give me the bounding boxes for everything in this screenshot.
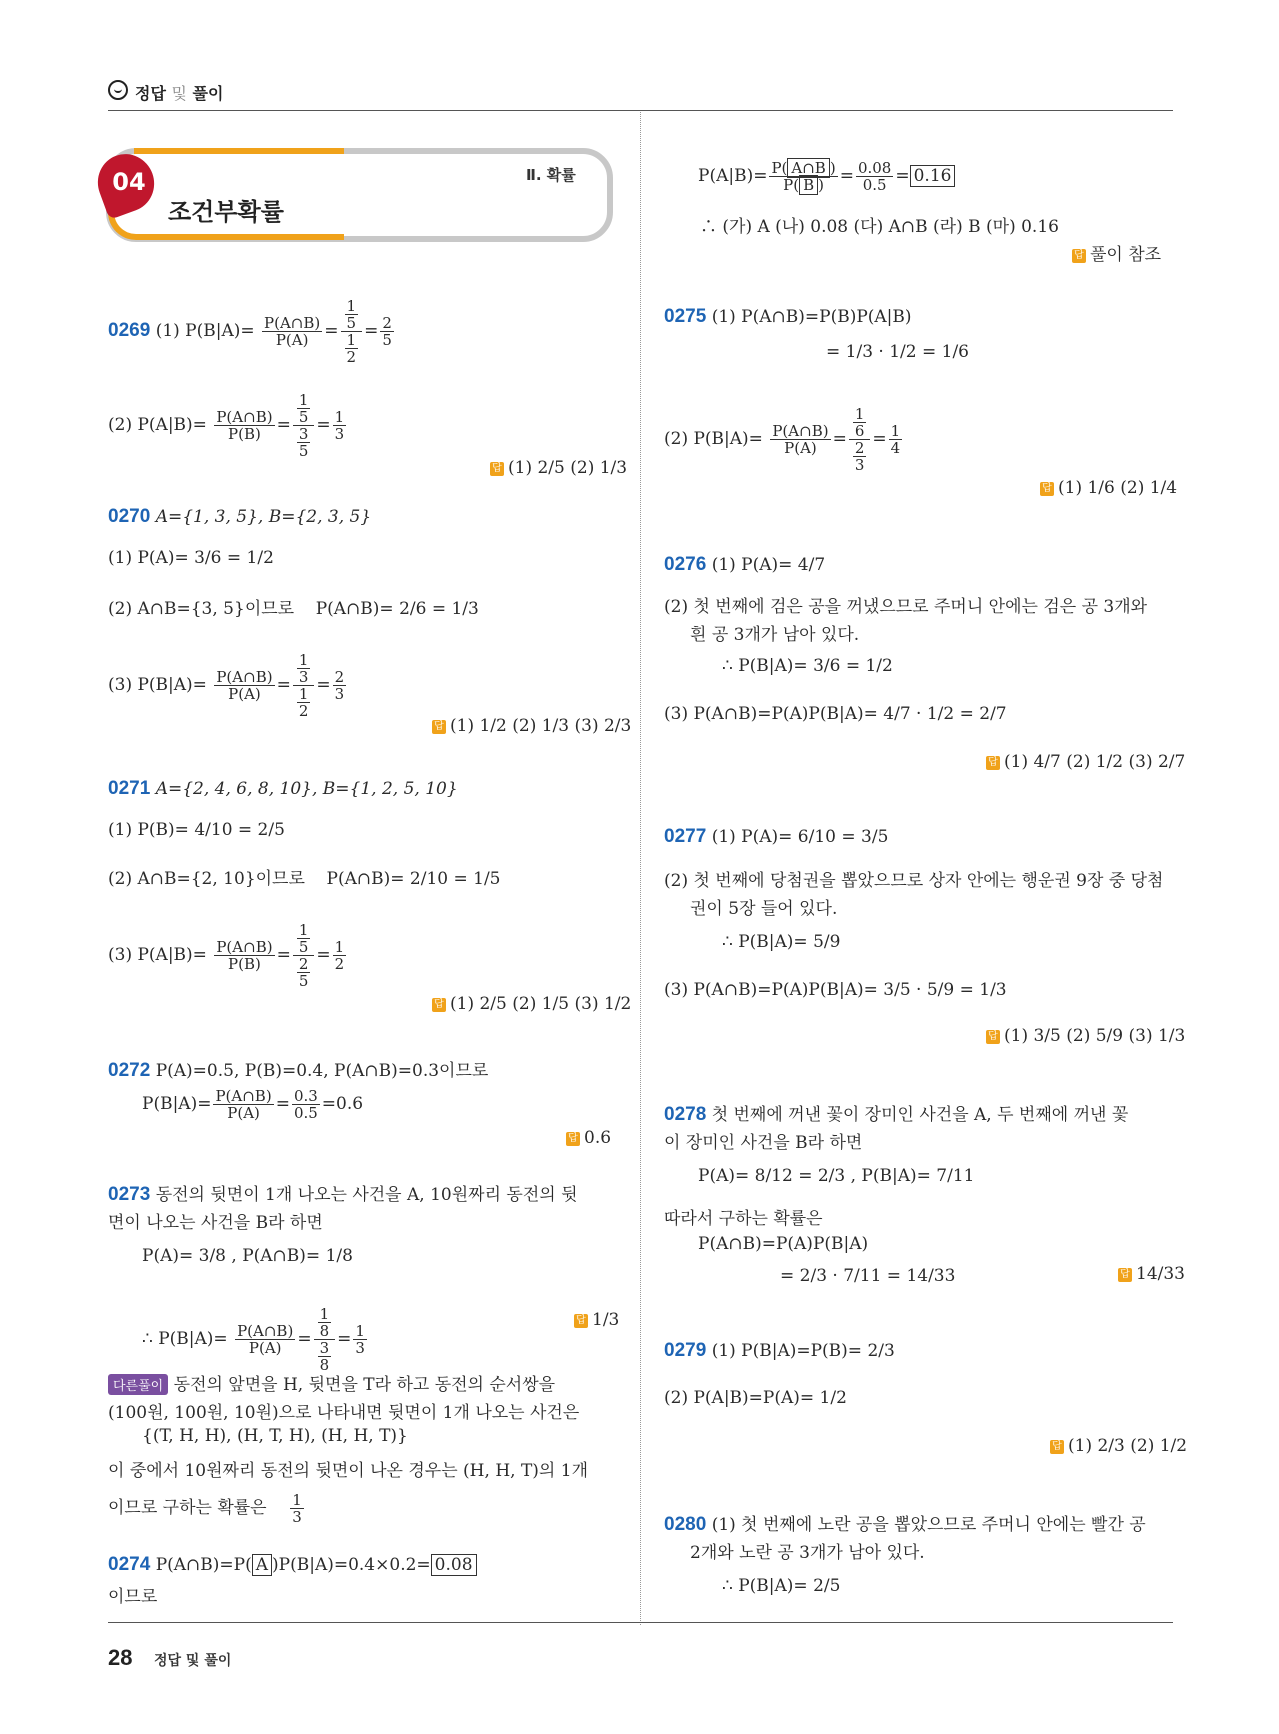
problem-text: 면이 나오는 사건을 B라 하면 bbox=[108, 1213, 323, 1233]
problem-text: P(B|A)= bbox=[142, 1094, 212, 1114]
answer-icon: 답 bbox=[986, 1030, 1000, 1044]
page-footer bbox=[108, 1622, 1173, 1670]
problem-0279-line1 bbox=[664, 1340, 895, 1362]
problem-text: ∴ P(B|A)= bbox=[142, 1329, 228, 1349]
problem-0278-line1 bbox=[664, 1100, 1128, 1126]
problem-text: (1) P(A∩B)=P(B)P(A|B) bbox=[711, 307, 912, 327]
problem-0274-cont-line2 bbox=[700, 212, 1059, 237]
page-header bbox=[108, 76, 1173, 111]
answer-icon: 답 bbox=[432, 720, 446, 734]
fraction: $\frac{P(A\cap B)}{P(A)}$ bbox=[215, 1087, 272, 1122]
problem-0271-line1 bbox=[108, 778, 458, 800]
problem-text: ∴ P(B|A)= 5/9 bbox=[722, 932, 841, 952]
answer-icon: 답 bbox=[1050, 1440, 1064, 1454]
problem-text: P(A)= 3/8 , P(A∩B)= 1/8 bbox=[142, 1246, 353, 1266]
problem-number: 0278 bbox=[664, 1104, 707, 1125]
answer-icon: 답 bbox=[1072, 249, 1086, 263]
problem-text: (1) P(A)= 6/10 = 3/5 bbox=[711, 827, 889, 847]
problem-text: 첫 번째에 꺼낸 꽃이 장미인 사건을 A, 두 번째에 꺼낸 꽃 bbox=[711, 1105, 1129, 1125]
answer-text: (1) 2/5 (2) 1/5 (3) 1/2 bbox=[450, 994, 632, 1014]
answer-text: (1) 1/6 (2) 1/4 bbox=[1058, 478, 1178, 498]
problem-text: 이므로 구하는 확률은 bbox=[108, 1498, 267, 1518]
problem-text: (2) A∩B={3, 5}이므로 bbox=[108, 599, 295, 619]
section-label: Ⅱ. 확률 bbox=[526, 166, 576, 184]
problem-0270-line4: (3) P(B|A)= $\frac{P(A\cap B)}{P(A)}$ = $\frac{\frac{1}{3}}{\frac{1}{2}}$ = $\frac{2}{3}$ bbox=[108, 651, 345, 720]
problem-0270-line2 bbox=[108, 548, 274, 568]
answer-text: 14/33 bbox=[1136, 1264, 1185, 1284]
fraction: $\frac{P(A\cap B)}{P(A)}$ bbox=[264, 314, 321, 349]
problem-text: (3) P(A∩B)=P(A)P(B|A)= 3/5 · 5/9 = 1/3 bbox=[664, 980, 1007, 1000]
problem-text: (1) P(A)= 3/6 = 1/2 bbox=[108, 548, 274, 568]
fraction: $\frac{P(A\cap B)}{P(A)}$ bbox=[772, 422, 829, 457]
problem-text: P(A∩B)=P( bbox=[155, 1555, 252, 1575]
problem-0277-line1 bbox=[664, 826, 888, 848]
answer-0277 bbox=[986, 1026, 1185, 1046]
problem-text: 이 장미인 사건을 B라 하면 bbox=[664, 1133, 863, 1153]
alt-solution-line5 bbox=[108, 1492, 306, 1525]
problem-text: (1) P(B)= 4/10 = 2/5 bbox=[108, 820, 285, 840]
problem-text: = 1/3 · 1/2 = 1/6 bbox=[826, 342, 969, 362]
problem-0278-line2 bbox=[664, 1128, 862, 1153]
problem-0277-line2 bbox=[664, 866, 1163, 891]
page-number: 28 bbox=[108, 1645, 133, 1670]
fraction: $\frac{1}{2}$ bbox=[334, 938, 345, 973]
problem-text: (1) P(B|A)= bbox=[155, 321, 255, 341]
problem-number: 0280 bbox=[664, 1514, 707, 1535]
problem-text: 권이 5장 들어 있다. bbox=[690, 899, 838, 919]
problem-text: P(A∩B)=P(A)P(B|A) bbox=[698, 1234, 869, 1254]
problem-0274-cont-line1: P(A|B)= $\frac{P( A\cap B )}{P( B )}$ = $\frac{0.08}{0.5}$ = 0.16 bbox=[698, 160, 955, 193]
problem-0280-line3 bbox=[722, 1576, 840, 1596]
fraction: $\frac{2}{5}$ bbox=[382, 314, 392, 349]
problem-text: 2개와 노란 공 3개가 남아 있다. bbox=[690, 1543, 925, 1563]
fraction: $\frac{\frac{1}{3}}{\frac{1}{2}}$ bbox=[293, 652, 315, 719]
problem-0278-line4 bbox=[664, 1204, 823, 1229]
problem-0272-line2: P(B|A)= $\frac{P(A\cap B)}{P(A)}$ = $\frac{0.3}{0.5}$ =0.6 bbox=[142, 1087, 364, 1122]
problem-text: (3) P(B|A)= bbox=[108, 675, 207, 695]
answer-text: 1/3 bbox=[592, 1310, 620, 1330]
fraction: $\frac{0.3}{0.5}$ bbox=[293, 1087, 318, 1122]
smile-logo-icon bbox=[108, 80, 128, 100]
problem-text: 따라서 구하는 확률은 bbox=[664, 1209, 823, 1229]
blank-box: A bbox=[252, 1554, 272, 1576]
problem-0273-line2 bbox=[108, 1208, 323, 1233]
problem-text: 동전의 앞면을 H, 뒷면을 T라 하고 동전의 순서쌍을 bbox=[173, 1375, 556, 1395]
problem-0277-line5 bbox=[664, 980, 1007, 1000]
answer-icon: 답 bbox=[566, 1132, 580, 1146]
problem-text: )P(B|A)=0.4×0.2= bbox=[272, 1555, 431, 1575]
problem-text: A={2, 4, 6, 8, 10}, B={1, 2, 5, 10} bbox=[155, 779, 458, 799]
problem-text: 동전의 뒷면이 1개 나오는 사건을 A, 10원짜리 동전의 뒷 bbox=[155, 1185, 578, 1205]
fraction: $\frac{1}{4}$ bbox=[890, 422, 901, 457]
problem-text: 흰 공 3개가 남아 있다. bbox=[690, 625, 860, 645]
problem-number: 0275 bbox=[664, 306, 707, 327]
problem-text: = 2/3 · 7/11 = 14/33 bbox=[780, 1266, 956, 1286]
answer-0270 bbox=[432, 716, 631, 736]
problem-text: (2) P(B|A)= bbox=[664, 429, 763, 449]
problem-text: (2) P(A|B)=P(A)= 1/2 bbox=[664, 1388, 847, 1408]
answer-icon: 답 bbox=[490, 462, 504, 476]
problem-0273-line4: ∴ P(B|A)= $\frac{P(A\cap B)}{P(A)}$ = $\frac{\frac{1}{8}}{\frac{3}{8}}$ = $\frac{1}{3}$ bbox=[142, 1305, 365, 1374]
fraction: $\frac{1}{3}$ bbox=[334, 408, 345, 443]
answer-0271 bbox=[432, 994, 631, 1014]
problem-0277-line4 bbox=[722, 932, 840, 952]
problem-0277-line3 bbox=[690, 894, 837, 919]
problem-0280-line2 bbox=[690, 1538, 925, 1563]
problem-text: P(A)= 8/12 = 2/3 , P(B|A)= 7/11 bbox=[698, 1166, 975, 1186]
column-divider bbox=[640, 112, 641, 1625]
alt-solution-line4 bbox=[108, 1456, 588, 1481]
answer-0279 bbox=[1050, 1436, 1187, 1456]
problem-0276-line1 bbox=[664, 554, 825, 576]
fraction: $\frac{0.08}{0.5}$ bbox=[857, 159, 892, 194]
answer-text: 풀이 참조 bbox=[1090, 245, 1162, 265]
problem-text: (1) 첫 번째에 노란 공을 뽑았으므로 주머니 안에는 빨간 공 bbox=[711, 1515, 1146, 1535]
alt-solution-line3 bbox=[142, 1426, 408, 1446]
problem-0269-line1: 0269 (1) P(B|A)= $\frac{P(A\cap B)}{P(A)}$ = $\frac{\frac{1}{5}}{\frac{1}{2}}$ = $\frac{2}{5}$ bbox=[108, 297, 392, 366]
problem-0271-line2 bbox=[108, 820, 285, 840]
answer-text: (1) 2/5 (2) 1/3 bbox=[508, 458, 628, 478]
problem-number: 0279 bbox=[664, 1340, 707, 1361]
chapter-number: 04 bbox=[112, 168, 146, 196]
problem-0270-line3 bbox=[108, 594, 479, 619]
problem-number: 0277 bbox=[664, 826, 707, 847]
fraction: $\frac{\frac{1}{5}}{\frac{3}{5}}$ bbox=[293, 392, 315, 459]
fraction: $\frac{1}{3}$ bbox=[355, 1322, 365, 1357]
problem-0280-line1 bbox=[664, 1510, 1146, 1536]
problem-0271-line3 bbox=[108, 864, 500, 889]
banner-accent-top bbox=[134, 148, 344, 154]
answer-0272 bbox=[566, 1128, 611, 1148]
problem-text: (100원, 100원, 10원)으로 나타내면 뒷면이 1개 나오는 사건은 bbox=[108, 1403, 580, 1423]
chapter-banner bbox=[106, 148, 613, 242]
problem-text: =0.6 bbox=[321, 1094, 364, 1114]
fraction: $\frac{P( A\cap B )}{P( B )}$ bbox=[771, 159, 836, 194]
problem-text: P(A∩B)= 2/10 = 1/5 bbox=[326, 869, 501, 889]
problem-0276-line2 bbox=[664, 592, 1147, 617]
banner-accent-bottom bbox=[144, 234, 344, 240]
answer-0269 bbox=[490, 458, 627, 478]
fraction: $\frac{\frac{1}{8}}{\frac{3}{8}}$ bbox=[314, 1306, 336, 1373]
problem-text: P(A∩B)= 2/6 = 1/3 bbox=[315, 599, 479, 619]
problem-0276-line3 bbox=[690, 620, 859, 645]
alt-solution-line1 bbox=[108, 1370, 555, 1395]
blank-box: 0.08 bbox=[431, 1554, 477, 1576]
problem-0276-line5 bbox=[664, 704, 1007, 724]
answer-icon: 답 bbox=[574, 1314, 588, 1328]
problem-text: P(A)=0.5, P(B)=0.4, P(A∩B)=0.3이므로 bbox=[155, 1061, 489, 1081]
problem-0278-line3 bbox=[698, 1166, 974, 1186]
problem-text: (3) P(A|B)= bbox=[108, 945, 207, 965]
answer-icon: 답 bbox=[986, 756, 1000, 770]
problem-number: 0273 bbox=[108, 1184, 151, 1205]
problem-number: 0270 bbox=[108, 506, 151, 527]
problem-text: ∴ (가) A (나) 0.08 (다) A∩B (라) B (마) 0.16 bbox=[700, 217, 1059, 237]
answer-icon: 답 bbox=[432, 998, 446, 1012]
answer-text: (1) 2/3 (2) 1/2 bbox=[1068, 1436, 1188, 1456]
problem-text: A={1, 3, 5}, B={2, 3, 5} bbox=[155, 507, 372, 527]
problem-0278-line6 bbox=[780, 1266, 955, 1286]
answer-0273 bbox=[574, 1310, 619, 1330]
answer-text: (1) 4/7 (2) 1/2 (3) 2/7 bbox=[1004, 752, 1186, 772]
problem-0279-line2 bbox=[664, 1388, 847, 1408]
problem-number: 0272 bbox=[108, 1060, 151, 1081]
problem-text: (3) P(A∩B)=P(A)P(B|A)= 4/7 · 1/2 = 2/7 bbox=[664, 704, 1007, 724]
header-title: 정답 및 풀이 bbox=[135, 84, 224, 103]
problem-text: (1) P(A)= 4/7 bbox=[711, 555, 826, 575]
problem-text: (2) 첫 번째에 검은 공을 꺼냈으므로 주머니 안에는 검은 공 3개와 bbox=[664, 597, 1148, 617]
problem-text: ∴ P(B|A)= 3/6 = 1/2 bbox=[722, 656, 893, 676]
problem-number: 0271 bbox=[108, 778, 151, 799]
answer-0278 bbox=[1118, 1264, 1185, 1284]
answer-0275 bbox=[1040, 478, 1177, 498]
problem-text: ∴ P(B|A)= 2/5 bbox=[722, 1576, 841, 1596]
answer-text: 0.6 bbox=[584, 1128, 612, 1148]
problem-number: 0269 bbox=[108, 320, 151, 341]
problem-0270-line1 bbox=[108, 506, 371, 528]
fraction: $\frac{\frac{1}{5}}{\frac{1}{2}}$ bbox=[341, 298, 363, 365]
fraction: $\frac{\frac{1}{5}}{\frac{2}{5}}$ bbox=[293, 922, 315, 989]
alt-solution-line2 bbox=[108, 1398, 579, 1423]
fraction: $\frac{1}{3}$ bbox=[292, 1491, 302, 1526]
problem-number: 0276 bbox=[664, 554, 707, 575]
problem-0276-line4 bbox=[722, 656, 893, 676]
fraction: $\frac{P(A\cap B)}{P(B)}$ bbox=[216, 408, 273, 443]
problem-text: (2) A∩B={2, 10}이므로 bbox=[108, 869, 305, 889]
problem-0273-line3 bbox=[142, 1246, 353, 1266]
problem-text: (1) P(B|A)=P(B)= 2/3 bbox=[711, 1341, 895, 1361]
fraction: $\frac{2}{3}$ bbox=[334, 668, 345, 703]
answer-0274 bbox=[1072, 240, 1161, 265]
problem-0275-line1 bbox=[664, 306, 912, 328]
problem-0275-line2 bbox=[826, 342, 969, 362]
problem-text: (2) 첫 번째에 당첨권을 뽑았으므로 상자 안에는 행운권 9장 중 당첨 bbox=[664, 871, 1164, 891]
problem-text: P(A|B)= bbox=[698, 166, 768, 186]
alt-solution-badge: 다른풀이 bbox=[108, 1374, 168, 1395]
problem-0274-line1 bbox=[108, 1554, 477, 1576]
problem-number: 0274 bbox=[108, 1554, 151, 1575]
fraction: $\frac{\frac{1}{6}}{\frac{2}{3}}$ bbox=[849, 406, 871, 473]
answer-text: (1) 3/5 (2) 5/9 (3) 1/3 bbox=[1004, 1026, 1186, 1046]
footer-text: 정답 및 풀이 bbox=[154, 1653, 232, 1669]
fraction: $\frac{P(A\cap B)}{P(B)}$ bbox=[216, 938, 273, 973]
problem-0272-line1 bbox=[108, 1056, 488, 1082]
answer-icon: 답 bbox=[1040, 482, 1054, 496]
blank-box: 0.16 bbox=[910, 165, 956, 187]
problem-0273-line1 bbox=[108, 1180, 578, 1206]
problem-0271-line4: (3) P(A|B)= $\frac{P(A\cap B)}{P(B)}$ = $\frac{\frac{1}{5}}{\frac{2}{5}}$ = $\frac{1}{2}$ bbox=[108, 921, 345, 990]
problem-0269-line2: (2) P(A|B)= $\frac{P(A\cap B)}{P(B)}$ = $\frac{\frac{1}{5}}{\frac{3}{5}}$ = $\frac{1}{3}$ bbox=[108, 391, 345, 460]
problem-text: (2) P(A|B)= bbox=[108, 415, 207, 435]
problem-text: {(T, H, H), (H, T, H), (H, H, T)} bbox=[142, 1426, 408, 1446]
fraction: $\frac{P(A\cap B)}{P(A)}$ bbox=[237, 1322, 294, 1357]
problem-0274-line2 bbox=[108, 1582, 157, 1607]
answer-icon: 답 bbox=[1118, 1268, 1132, 1282]
chapter-title: 조건부확률 bbox=[168, 198, 284, 226]
problem-0278-line5 bbox=[698, 1234, 868, 1254]
problem-text: 이 중에서 10원짜리 동전의 뒷면이 나온 경우는 (H, H, T)의 1개 bbox=[108, 1461, 588, 1481]
answer-text: (1) 1/2 (2) 1/3 (3) 2/3 bbox=[450, 716, 632, 736]
answer-0276 bbox=[986, 752, 1185, 772]
problem-0275-line3: (2) P(B|A)= $\frac{P(A\cap B)}{P(A)}$ = $\frac{\frac{1}{6}}{\frac{2}{3}}$ = $\frac{1}{4}$ bbox=[664, 405, 901, 474]
fraction: $\frac{P(A\cap B)}{P(A)}$ bbox=[216, 668, 273, 703]
problem-text: 이므로 bbox=[108, 1587, 158, 1607]
